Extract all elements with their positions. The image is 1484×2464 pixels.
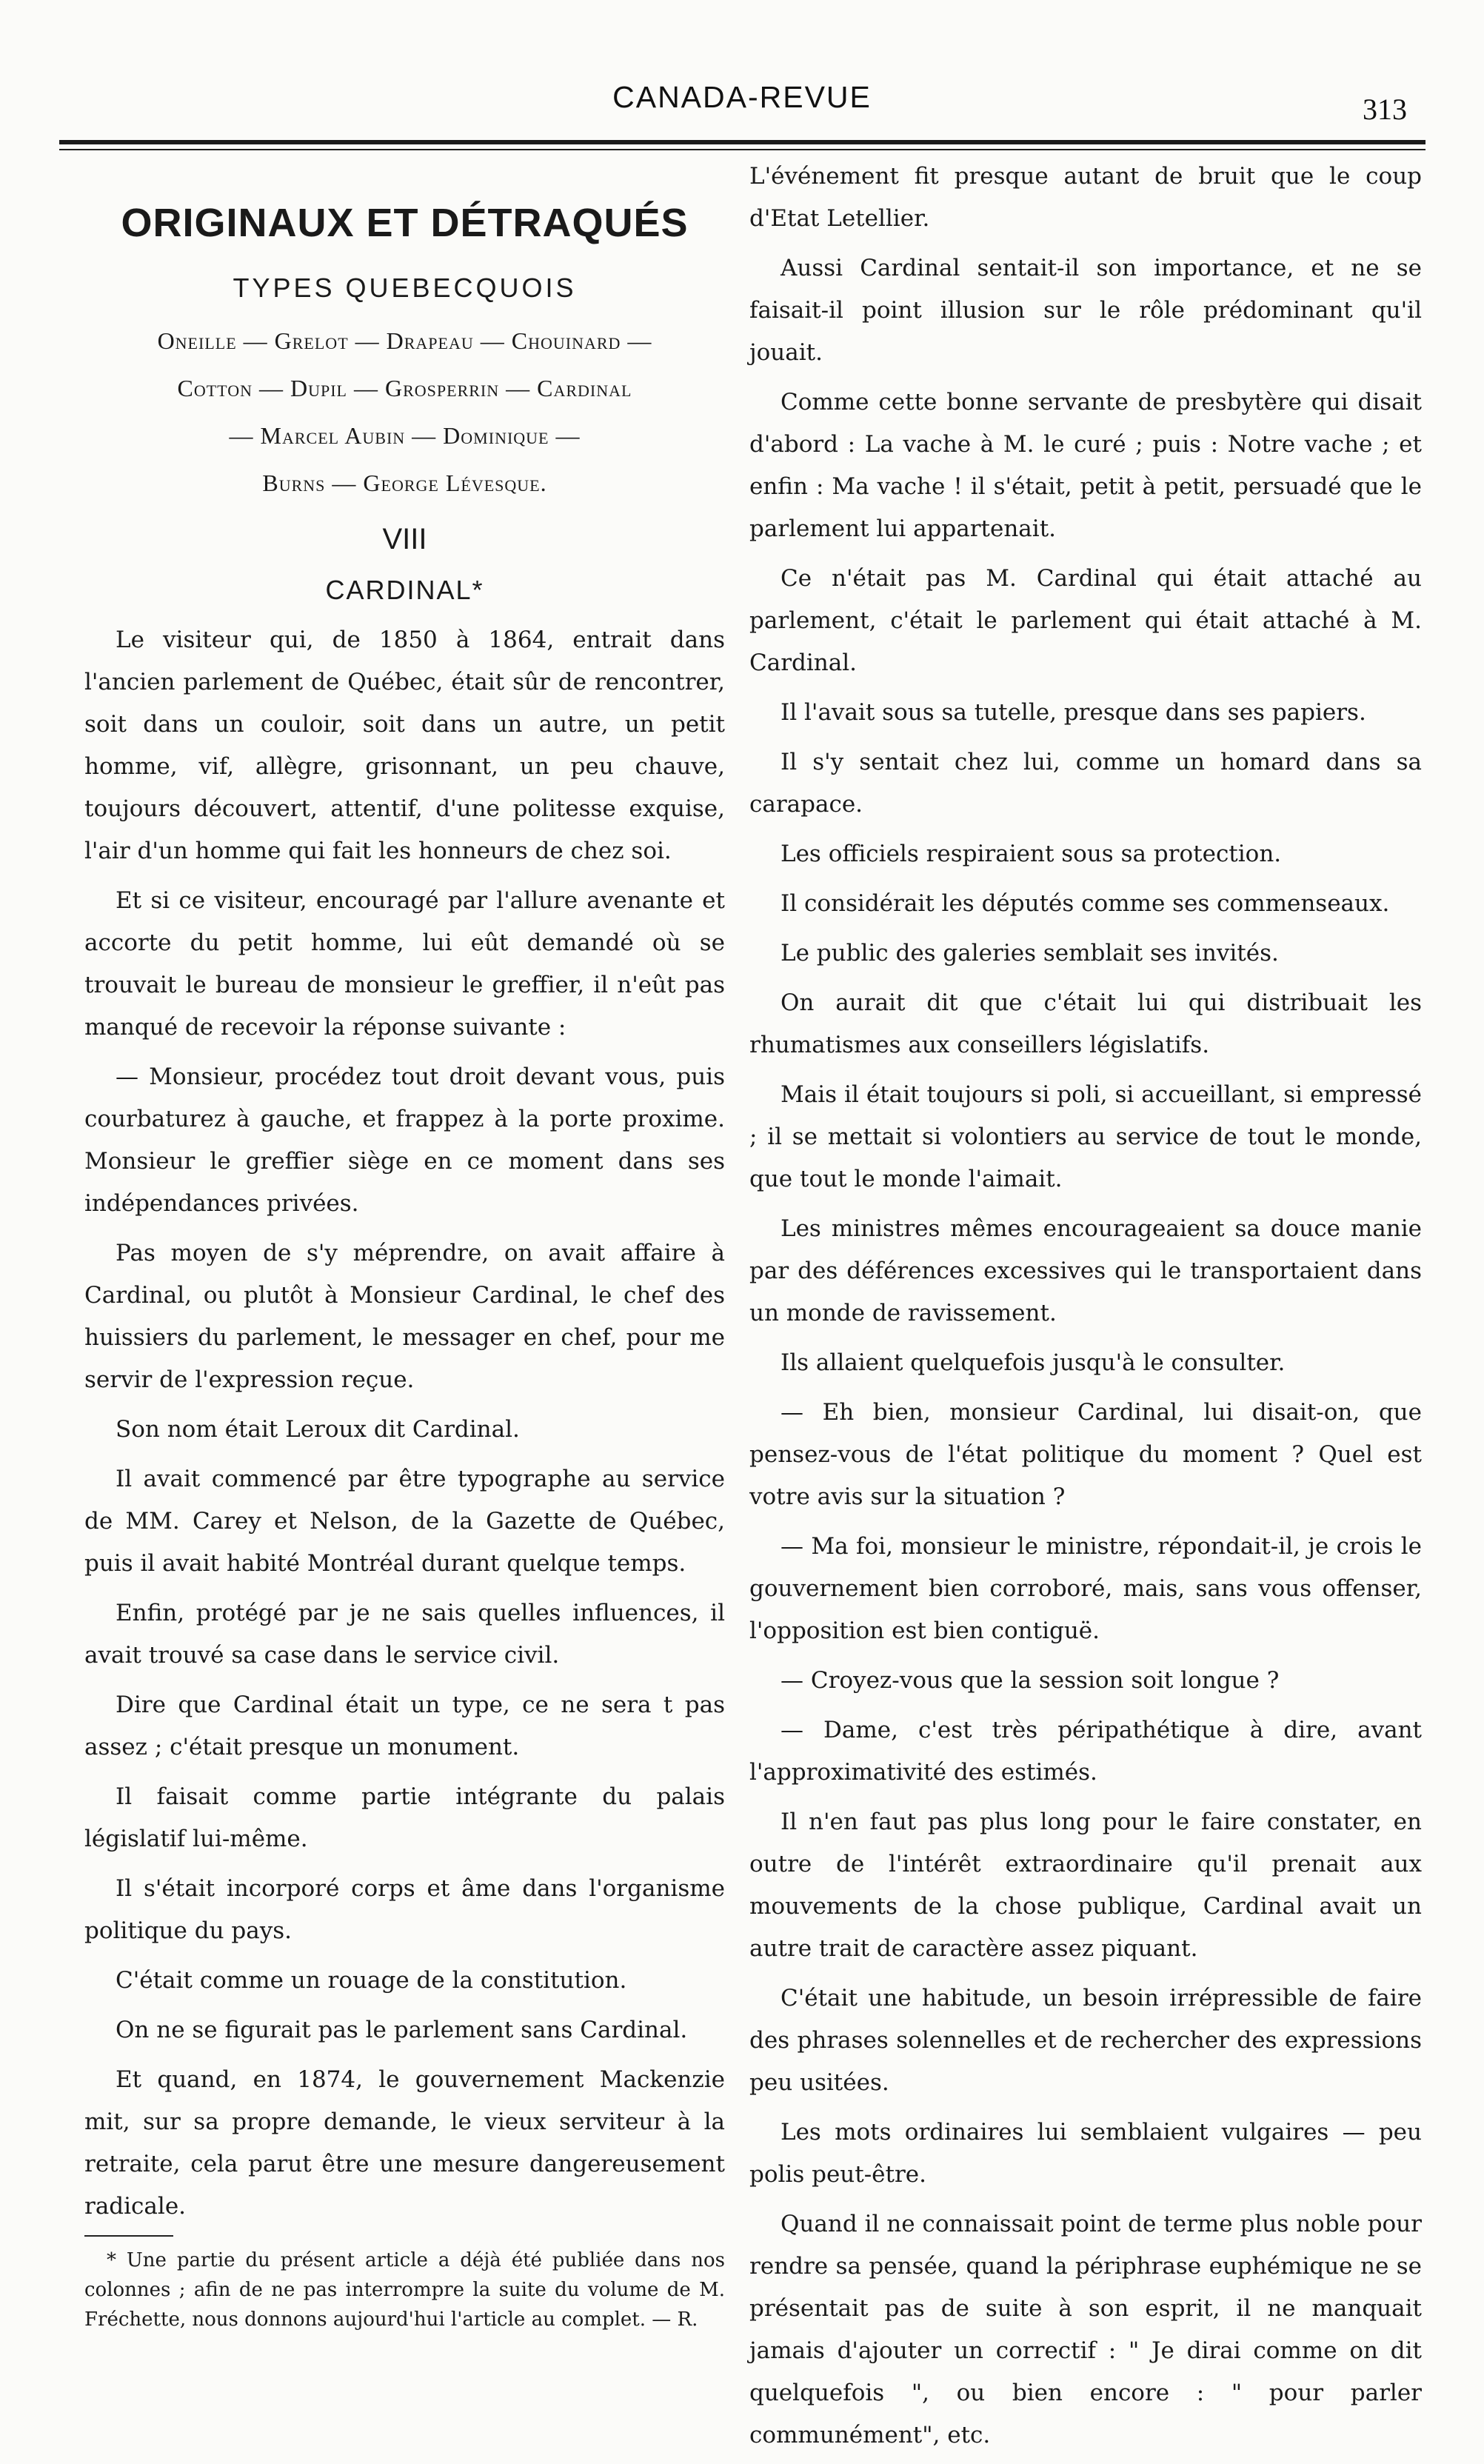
names-line: — Marcel Aubin — Dominique — [229,422,581,449]
footnote-rule [84,2235,173,2237]
paragraph: Mais il était toujours si poli, si accueillant, si empressé ; il se mettait si volontiers au service de tout le monde, que tout le monde l'aimait. [749,1081,1422,1192]
running-head: CANADA-REVUE [612,80,872,114]
paragraph: Il s'était incorporé corps et âme dans l'organisme politique du pays. [84,1875,725,1944]
paragraph: Aussi Cardinal sentait-il son importance, et ne se faisait-il point illusion sur le rôle prédominant qu'il jouait. [749,255,1422,366]
header-rule-thick [59,140,1425,144]
paragraph: Ce n'était pas M. Cardinal qui était attaché au parlement, c'était le parlement qui était attaché à M. Cardinal. [749,565,1422,676]
header-rule-thin [59,149,1425,150]
paragraph: — Dame, c'est très péripathétique à dire, avant l'approximativité des estimés. [749,1717,1422,1786]
paragraph: Il l'avait sous sa tutelle, presque dans ses papiers. [781,699,1366,726]
paragraph: — Monsieur, procédez tout droit devant vous, puis courbaturez à gauche, et frappez à la porte proxime. Monsieur le greffier siège en ce moment dans ses indépendances privées. [84,1064,725,1217]
paragraph: Ils allaient quelquefois jusqu'à le consulter. [781,1349,1286,1376]
paragraph: C'était une habitude, un besoin irrépressible de faire des phrases solennelles et de rechercher des expressions peu usitées. [749,1985,1422,2096]
footnote: * Une partie du présent article a déjà été publiée dans nos colonnes ; afin de ne pas interrompre la suite du volume de M. Fréchette, nous donnons aujourd'hui l'article au complet. — R. [84,2249,725,2331]
right-column [749,156,1422,2464]
section-number: VIII [382,523,427,555]
article-title: ORIGINAUX ET DÉTRAQUÉS [121,201,689,245]
paragraph: — Eh bien, monsieur Cardinal, lui disait-on, que pensez-vous de l'état politique du moment ? Quel est votre avis sur la situation ? [749,1399,1422,1510]
paragraph: Il considérait les députés comme ses commenseaux. [781,890,1390,917]
paragraph: Et si ce visiteur, encouragé par l'allure avenante et accorte du petit homme, lui eût demandé où se trouvait le bureau de monsieur le greffier, il n'eût pas manqué de recevoir la réponse suivante : [84,887,725,1041]
paragraph: Pas moyen de s'y méprendre, on avait affaire à Cardinal, ou plutôt à Monsieur Cardinal, le chef des huissiers du parlement, le messager en chef, pour me servir de l'expression reçue. [84,1240,725,1393]
names-line: Oneille — Grelot — Drapeau — Chouinard — [157,327,652,354]
names-list [84,317,725,507]
paragraph: Il avait commencé par être typographe au service de MM. Carey et Nelson, de la Gazette de Québec, puis il avait habité Montréal durant quelque temps. [84,1466,725,1577]
paragraph: Dire que Cardinal était un type, ce ne sera t pas assez ; c'était presque un monument. [84,1692,725,1760]
paragraph: Enfin, protégé par je ne sais quelles influences, il avait trouvé sa case dans le service civil. [84,1600,725,1669]
paragraph: Son nom était Leroux dit Cardinal. [116,1416,520,1443]
paragraph: C'était comme un rouage de la constitution. [116,1967,627,1994]
section-title: CARDINAL* [325,575,484,605]
paragraph: Il s'y sentait chez lui, comme un homard dans sa carapace. [749,749,1422,818]
paragraph-continued: L'événement fit presque autant de bruit que le coup d'Etat Letellier. [749,163,1422,232]
paragraph: Et quand, en 1874, le gouvernement Mackenzie mit, sur sa propre demande, le vieux serviteur à la retraite, cela parut être une mesure dangereusement radicale. [84,2066,725,2220]
paragraph: On aurait dit que c'était lui qui distribuait les rhumatismes aux conseillers législatifs. [749,989,1422,1058]
names-line: Cotton — Dupil — Grosperrin — Cardinal [177,375,632,401]
names-line: Burns — George Lévesque. [262,470,547,496]
left-column [84,194,725,2334]
paragraph: Les mots ordinaires lui semblaient vulgaires — peu polis peut-être. [749,2119,1422,2188]
paragraph: Le visiteur qui, de 1850 à 1864, entrait dans l'ancien parlement de Québec, était sûr de rencontrer, soit dans un couloir, soit dans un autre, un petit homme, vif, allègre, grisonnant, un peu chauve, toujours découvert, attentif, d'une politesse exquise, l'air d'un homme qui fait les honneurs de chez soi. [84,627,725,864]
paragraph: Il n'en faut pas plus long pour le faire constater, en outre de l'intérêt extraordinaire qu'il prenait aux mouvements de la chose publique, Cardinal avait un autre trait de caractère assez piquant. [749,1809,1422,1962]
page-number: 313 [1363,93,1407,126]
article-subtitle: TYPES QUEBECQUOIS [233,273,577,303]
paragraph: Comme cette bonne servante de presbytère qui disait d'abord : La vache à M. le curé ; puis : Notre vache ; et enfin : Ma vache ! il s'était, petit à petit, persuadé que le parlement lui appartenait. [749,389,1422,542]
paragraph: On ne se figurait pas le parlement sans Cardinal. [116,2017,688,2043]
paragraph: Les officiels respiraient sous sa protection. [781,841,1282,867]
paragraph: Le public des galeries semblait ses invités. [781,940,1279,966]
paragraph: — Ma foi, monsieur le ministre, répondait-il, je crois le gouvernement bien corroboré, mais, sans vous offenser, l'opposition est bien contiguë. [749,1533,1422,1644]
paragraph: — Croyez-vous que la session soit longue ? [781,1667,1280,1694]
paragraph: Quand il ne connaissait point de terme plus noble pour rendre sa pensée, quand la périphrase euphémique ne se présentait pas de suite à son esprit, il ne manquait jamais d'ajouter un correctif : " Je dirai comme on dit quelquefois ", ou bien encore : " pour parler communément", etc. [749,2211,1422,2448]
paragraph: Les ministres mêmes encourageaient sa douce manie par des déférences excessives qui le transportaient dans un monde de ravissement. [749,1215,1422,1326]
paragraph: Il faisait comme partie intégrante du palais législatif lui-même. [84,1783,725,1852]
